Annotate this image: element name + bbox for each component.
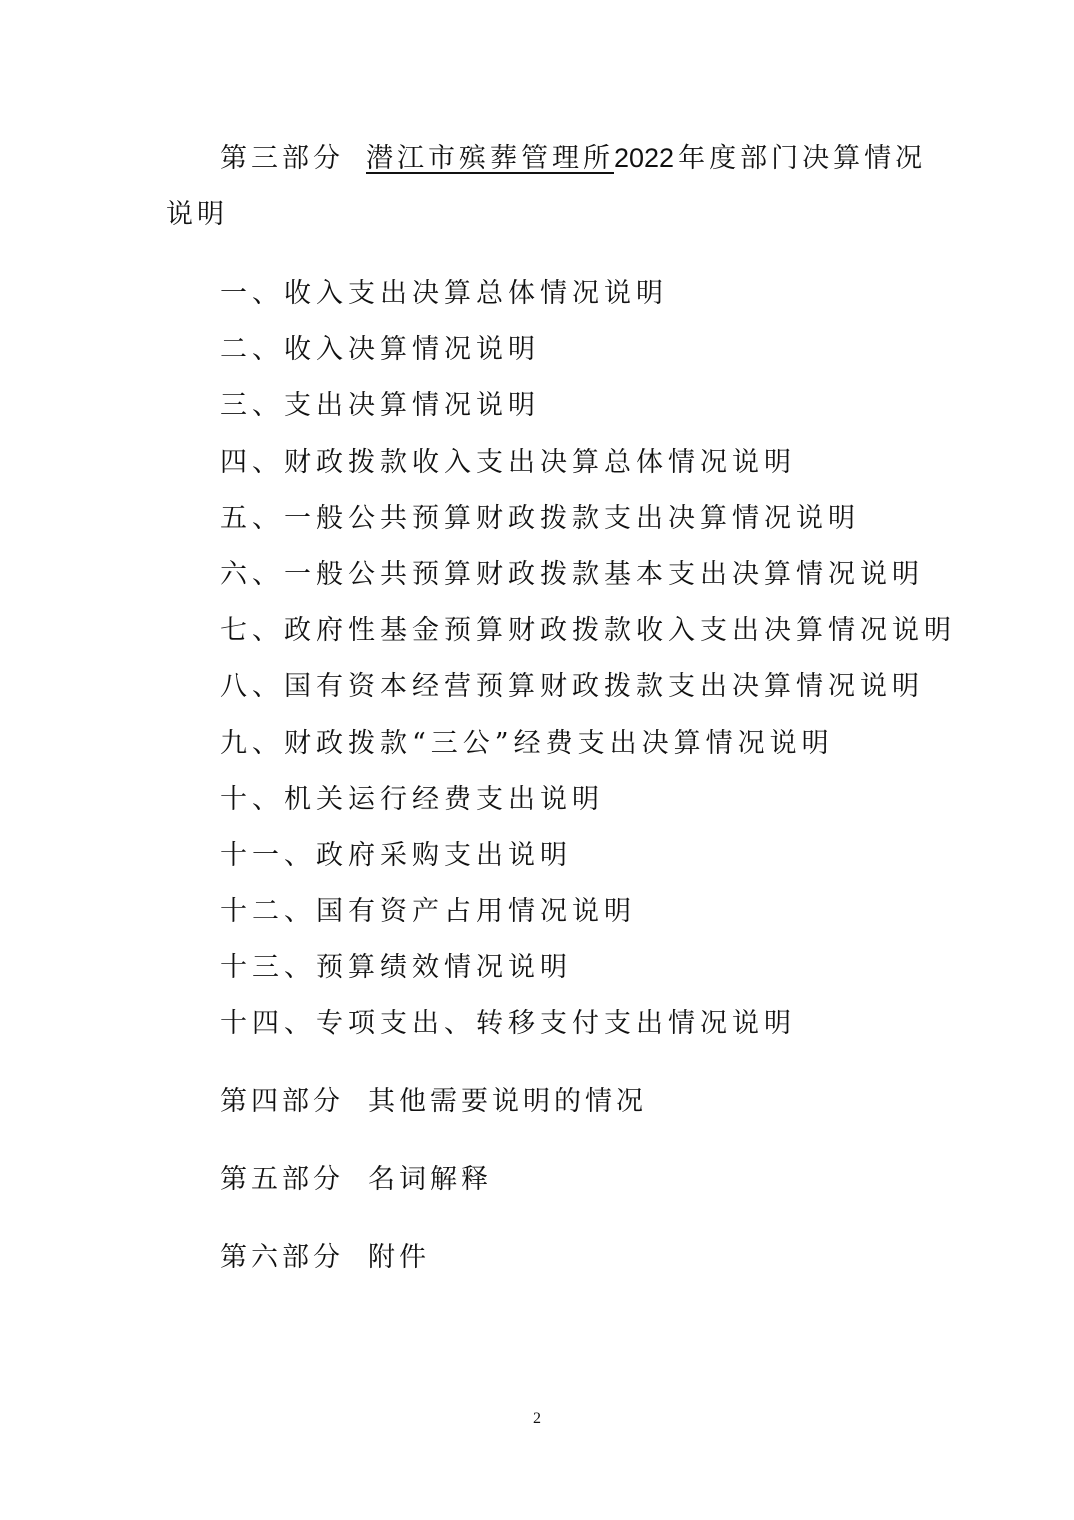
section3-title-line2: 说明	[166, 199, 228, 230]
section6-title: 附件	[368, 1242, 430, 1273]
section6-heading	[220, 1238, 430, 1278]
section3-title: 年度部门决算情况	[678, 143, 927, 174]
table-of-contents	[220, 274, 956, 1061]
section4-heading	[220, 1082, 647, 1122]
toc-item: 六、一般公共预算财政拨款基本支出决算情况说明	[220, 558, 924, 590]
page-number: 2	[533, 1410, 541, 1427]
toc-item: 一、收入支出决算总体情况说明	[220, 278, 668, 309]
toc-item: 二、收入决算情况说明	[220, 334, 540, 366]
section5-title: 名词解释	[368, 1164, 492, 1195]
toc-item: 十三、预算绩效情况说明	[220, 952, 572, 984]
report-year: 2022	[614, 143, 675, 173]
organization-name: 潜江市殡葬管理所	[366, 143, 614, 174]
section5-part-label: 第五部分	[220, 1164, 344, 1195]
section3-heading	[220, 138, 927, 179]
toc-item: 十一、政府采购支出说明	[220, 839, 572, 871]
toc-item: 三、支出决算情况说明	[220, 390, 540, 422]
toc-item: 七、政府性基金预算财政拨款收入支出决算情况说明	[220, 615, 956, 647]
toc-item: 四、财政拨款收入支出决算总体情况说明	[220, 446, 796, 478]
section3-part-label: 第三部分	[220, 143, 344, 174]
toc-item: 十二、国有资产占用情况说明	[220, 896, 636, 928]
section4-title: 其他需要说明的情况	[368, 1086, 647, 1117]
toc-item: 五、一般公共预算财政拨款支出决算情况说明	[220, 502, 860, 534]
toc-item: 九、财政拨款“三公”经费支出决算情况说明	[220, 727, 834, 759]
toc-item: 十、机关运行经费支出说明	[220, 783, 604, 815]
toc-item: 十四、专项支出、转移支付支出情况说明	[220, 1008, 796, 1040]
section4-part-label: 第四部分	[220, 1086, 344, 1117]
toc-item: 八、国有资本经营预算财政拨款支出决算情况说明	[220, 671, 924, 703]
section5-heading	[220, 1160, 492, 1200]
section6-part-label: 第六部分	[220, 1242, 344, 1273]
